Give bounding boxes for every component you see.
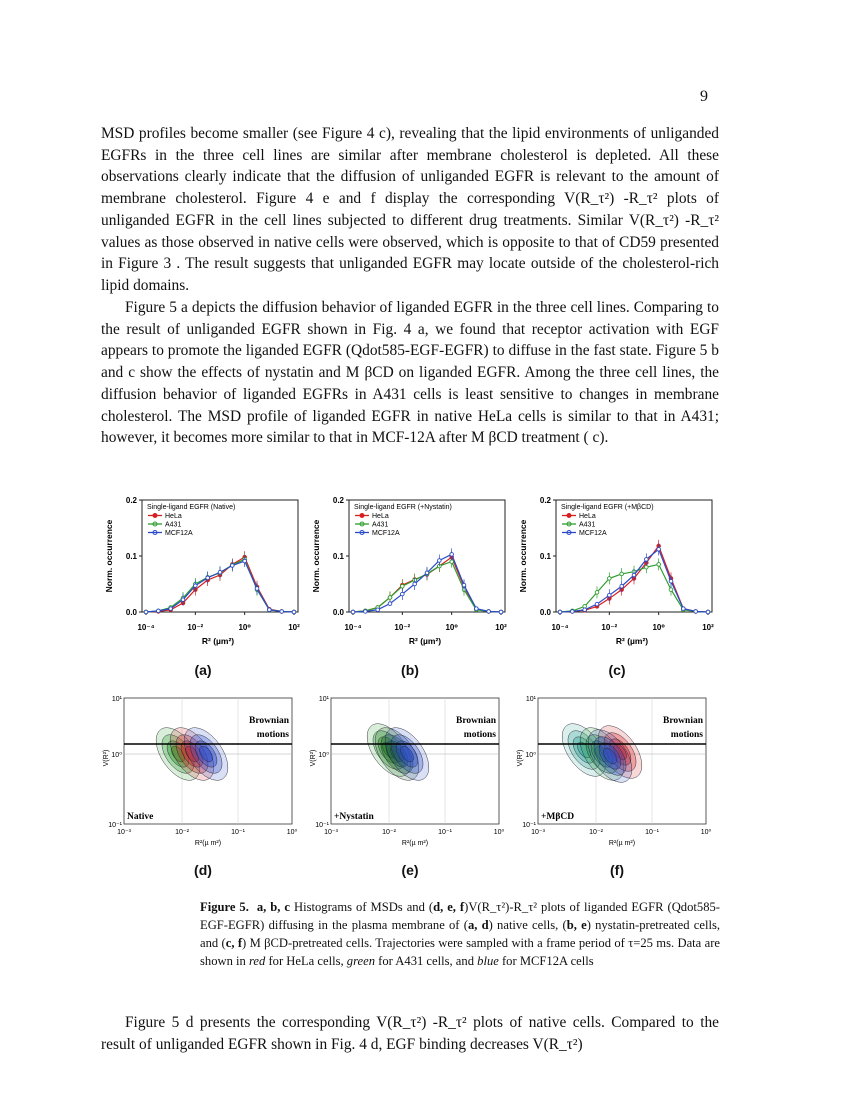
- data-point: [632, 573, 636, 577]
- x-tick-label: 10⁻²: [382, 829, 396, 836]
- legend-marker: [153, 514, 157, 518]
- brownian-label: motions: [670, 730, 703, 740]
- histogram-panel-c: [514, 490, 720, 686]
- y-tick-label: 0.1: [125, 552, 137, 561]
- chart-title: Single-ligand EGFR (+MβCD): [561, 504, 654, 511]
- caption-part: b, e: [566, 918, 587, 932]
- data-point: [669, 579, 673, 583]
- data-point: [669, 588, 673, 592]
- x-tick-label: 10⁻²: [601, 623, 618, 632]
- x-tick-label: 10⁻³: [324, 829, 338, 836]
- data-point: [682, 607, 686, 611]
- legend-label: MCF12A: [372, 530, 400, 537]
- data-point: [450, 560, 454, 564]
- data-point: [157, 609, 161, 613]
- x-axis-label: R²(µ m²): [401, 840, 429, 847]
- brownian-label: Brownian: [249, 716, 289, 726]
- y-tick-label: 0.2: [125, 496, 137, 505]
- figure-caption: [200, 898, 720, 970]
- data-point: [475, 607, 479, 611]
- data-point: [401, 584, 405, 588]
- x-axis-label: R² (µm²): [615, 636, 649, 646]
- caption-part: blue: [477, 954, 499, 968]
- y-tick-label: 10⁰: [318, 752, 329, 759]
- legend-label: HeLa: [372, 513, 389, 520]
- x-tick-label: 10⁻³: [117, 829, 131, 836]
- data-point: [487, 610, 491, 614]
- x-tick-label: 10⁻²: [175, 829, 189, 836]
- data-point: [706, 610, 710, 614]
- y-tick-label: 0.1: [539, 552, 551, 561]
- y-tick-label: 0.2: [332, 496, 344, 505]
- data-point: [620, 584, 624, 588]
- legend-label: HeLa: [165, 513, 182, 520]
- x-tick-label: 10²: [288, 623, 300, 632]
- y-tick-label: 0.0: [332, 608, 344, 617]
- paragraph-1: MSD profiles become smaller (see Figure 4 c), revealing that the lipid environments of unliganded EGFRs in the three cell lines are similar after membrane cholesterol is depleted. All these observations clearly indicate that the diffusion of unliganded EGFR is relevant to the amount of membrane cholesterol. Figure 4 e and f display the corresponding V(R_τ²) -R_τ² plots of unliganded EGFR in the cell lines subjected to different drug treatments. Similar V(R_τ²) -R_τ² values as those observed in native cells were observed, which is opposite to that of CD59 presented in Figure 3 . The result suggests that unliganded EGFR may locate outside of the cholesterol-rich lipid domains.: [101, 125, 719, 294]
- legend-marker: [360, 514, 364, 518]
- series-line-HeLa: [353, 557, 501, 612]
- x-axis-label: R² (µm²): [201, 636, 235, 646]
- y-axis-label: Norm. occurrence: [518, 519, 528, 593]
- condition-label: +MβCD: [541, 812, 575, 822]
- x-tick-label: 10⁻⁴: [551, 623, 569, 632]
- data-point: [169, 607, 173, 611]
- x-axis-label: R² (µm²): [408, 636, 442, 646]
- caption-part: d, e, f: [433, 900, 465, 914]
- data-point: [558, 610, 562, 614]
- data-point: [595, 591, 599, 595]
- chart-title: Single-ligand EGFR (Native): [147, 504, 236, 511]
- y-tick-label: 10¹: [111, 696, 122, 703]
- legend-label: MCF12A: [165, 530, 193, 537]
- data-point: [620, 572, 624, 576]
- data-point: [255, 587, 259, 591]
- contour-panel-d: [100, 688, 306, 884]
- data-point: [608, 577, 612, 581]
- data-point: [694, 610, 698, 614]
- data-point: [645, 565, 649, 569]
- contour-panel-f: [514, 688, 720, 884]
- data-point: [438, 559, 442, 563]
- data-point: [206, 576, 210, 580]
- data-point: [243, 559, 247, 563]
- data-point: [583, 608, 587, 612]
- caption-label: Figure 5.: [200, 900, 249, 914]
- y-tick-label: 10⁻¹: [108, 822, 122, 829]
- x-tick-label: 10⁰: [286, 829, 298, 836]
- histogram-panel-a: [100, 490, 306, 686]
- data-point: [645, 558, 649, 562]
- data-point: [181, 598, 185, 602]
- caption-part: for MCF12A cells: [498, 954, 594, 968]
- x-tick-label: 10⁻¹: [438, 829, 452, 836]
- panel-label-a: (a): [194, 662, 212, 678]
- x-tick-label: 10⁻²: [394, 623, 411, 632]
- condition-label: Native: [127, 812, 154, 822]
- panel-label-f: (f): [610, 862, 624, 878]
- caption-part: ) native cells, (: [488, 918, 567, 932]
- chart-title: Single-ligand EGFR (+Nystatin): [354, 504, 452, 511]
- y-tick-label: 0.1: [332, 552, 344, 561]
- x-tick-label: 10⁰: [700, 829, 712, 836]
- histogram-panel-b: [307, 490, 513, 686]
- legend-label: MCF12A: [579, 530, 607, 537]
- caption-part: red: [248, 954, 266, 968]
- caption-part: ) M βCD-pretreated cells. Trajectories were sampled with a frame period of τ=25 ms. Data are shown in: [200, 936, 720, 968]
- data-point: [450, 553, 454, 557]
- y-tick-label: 10⁰: [525, 752, 536, 759]
- data-point: [571, 610, 575, 614]
- x-tick-label: 10⁻⁴: [137, 623, 155, 632]
- data-point: [499, 610, 503, 614]
- x-tick-label: 10⁰: [493, 829, 505, 836]
- data-point: [462, 583, 466, 587]
- series-line-HeLa: [146, 557, 294, 612]
- x-tick-label: 10²: [495, 623, 507, 632]
- y-axis-label: V(R²): [103, 749, 110, 767]
- paragraph-2: Figure 5 a depicts the diffusion behavior of liganded EGFR in the three cell lines. Comparing to the result of unliganded EGFR shown in Fig. 4 a, we found that receptor activation with EGF appears to promote the liganded EGFR (Qdot585-EGF-EGFR) to diffuse in the fast state. Figure 5 b and c show the effects of nystatin and M βCD on liganded EGFR. Among the three cell lines, the diffusion behavior of liganded EGFRs in A431 cells is least sensitive to changes in membrane cholesterol. The MSD profile of liganded EGFR in native HeLa cells is similar to that in A431; however, it becomes more similar to that in MCF-12A after M βCD treatment ( c).: [101, 299, 719, 447]
- data-point: [218, 570, 222, 574]
- data-point: [231, 564, 235, 568]
- data-point: [608, 593, 612, 597]
- brownian-label: motions: [256, 730, 289, 740]
- data-point: [425, 571, 429, 575]
- x-tick-label: 10⁻²: [589, 829, 603, 836]
- data-point: [292, 610, 296, 614]
- data-point: [401, 592, 405, 596]
- caption-part: a, d: [467, 918, 489, 932]
- legend-label: A431: [165, 521, 182, 529]
- panel-label-c: (c): [608, 662, 626, 678]
- x-tick-label: 10⁻¹: [645, 829, 659, 836]
- legend-label: HeLa: [579, 513, 596, 520]
- contour-row: [100, 688, 720, 884]
- histogram-row: [100, 490, 720, 686]
- data-point: [144, 610, 148, 614]
- legend-label: A431: [372, 521, 389, 529]
- brownian-label: Brownian: [456, 716, 496, 726]
- brownian-label: Brownian: [663, 716, 703, 726]
- x-axis-label: R²(µ m²): [194, 840, 222, 847]
- data-point: [657, 547, 661, 551]
- brownian-label: motions: [463, 730, 496, 740]
- x-tick-label: 10⁻³: [531, 829, 545, 836]
- y-tick-label: 10⁻¹: [522, 822, 536, 829]
- x-tick-label: 10²: [702, 623, 714, 632]
- x-tick-label: 10⁰: [652, 623, 665, 632]
- data-point: [595, 602, 599, 606]
- caption-part: for A431 cells, and: [375, 954, 478, 968]
- y-tick-label: 0.2: [539, 496, 551, 505]
- x-tick-label: 10⁻⁴: [344, 623, 362, 632]
- y-axis-label: V(R²): [517, 749, 524, 767]
- data-point: [280, 610, 284, 614]
- page-number: 9: [700, 88, 708, 105]
- panel-label-d: (d): [194, 862, 212, 878]
- y-tick-label: 10⁰: [111, 752, 122, 759]
- series-line-MCF12A: [353, 554, 501, 612]
- y-tick-label: 10¹: [525, 696, 536, 703]
- data-point: [351, 610, 355, 614]
- caption-part: a, b, c: [256, 900, 290, 914]
- paragraph-3: Figure 5 d presents the corresponding V(R_τ²) -R_τ² plots of native cells. Compared to the result of unliganded EGFR shown in Fig. 4 d, EGF binding decreases V(R_τ²): [101, 1014, 719, 1053]
- legend-marker: [567, 514, 571, 518]
- y-tick-label: 10⁻¹: [315, 822, 329, 829]
- caption-part: for HeLa cells,: [265, 954, 347, 968]
- x-tick-label: 10⁰: [445, 623, 458, 632]
- x-tick-label: 10⁻¹: [231, 829, 245, 836]
- data-point: [657, 563, 661, 567]
- y-axis-label: Norm. occurrence: [311, 519, 321, 593]
- contour-panel-e: [307, 688, 513, 884]
- caption-part: Histograms of MSDs and (: [290, 900, 434, 914]
- data-point: [376, 608, 380, 612]
- data-point: [268, 608, 272, 612]
- caption-part: )V(R_τ²)-R_τ² plots of liganded EGFR (Qdot585-EGF-EGFR) diffusing in the plasma membrane of (: [200, 900, 720, 932]
- y-tick-label: 0.0: [539, 608, 551, 617]
- y-axis-label: V(R²): [310, 749, 317, 767]
- caption-part: c, f: [225, 936, 243, 950]
- caption-part: ) nystatin-pretreated cells, and (: [200, 918, 720, 950]
- data-point: [413, 582, 417, 586]
- legend-label: A431: [579, 521, 596, 529]
- data-point: [388, 602, 392, 606]
- y-tick-label: 0.0: [125, 608, 137, 617]
- condition-label: +Nystatin: [334, 812, 374, 822]
- data-point: [194, 584, 198, 588]
- panel-label-b: (b): [401, 662, 419, 678]
- x-axis-label: R²(µ m²): [608, 840, 636, 847]
- y-tick-label: 10¹: [318, 696, 329, 703]
- y-axis-label: Norm. occurrence: [104, 519, 114, 593]
- x-tick-label: 10⁻²: [187, 623, 204, 632]
- caption-part: green: [346, 954, 376, 968]
- x-tick-label: 10⁰: [238, 623, 251, 632]
- data-point: [364, 610, 368, 614]
- panel-label-e: (e): [401, 862, 419, 878]
- data-point: [388, 596, 392, 600]
